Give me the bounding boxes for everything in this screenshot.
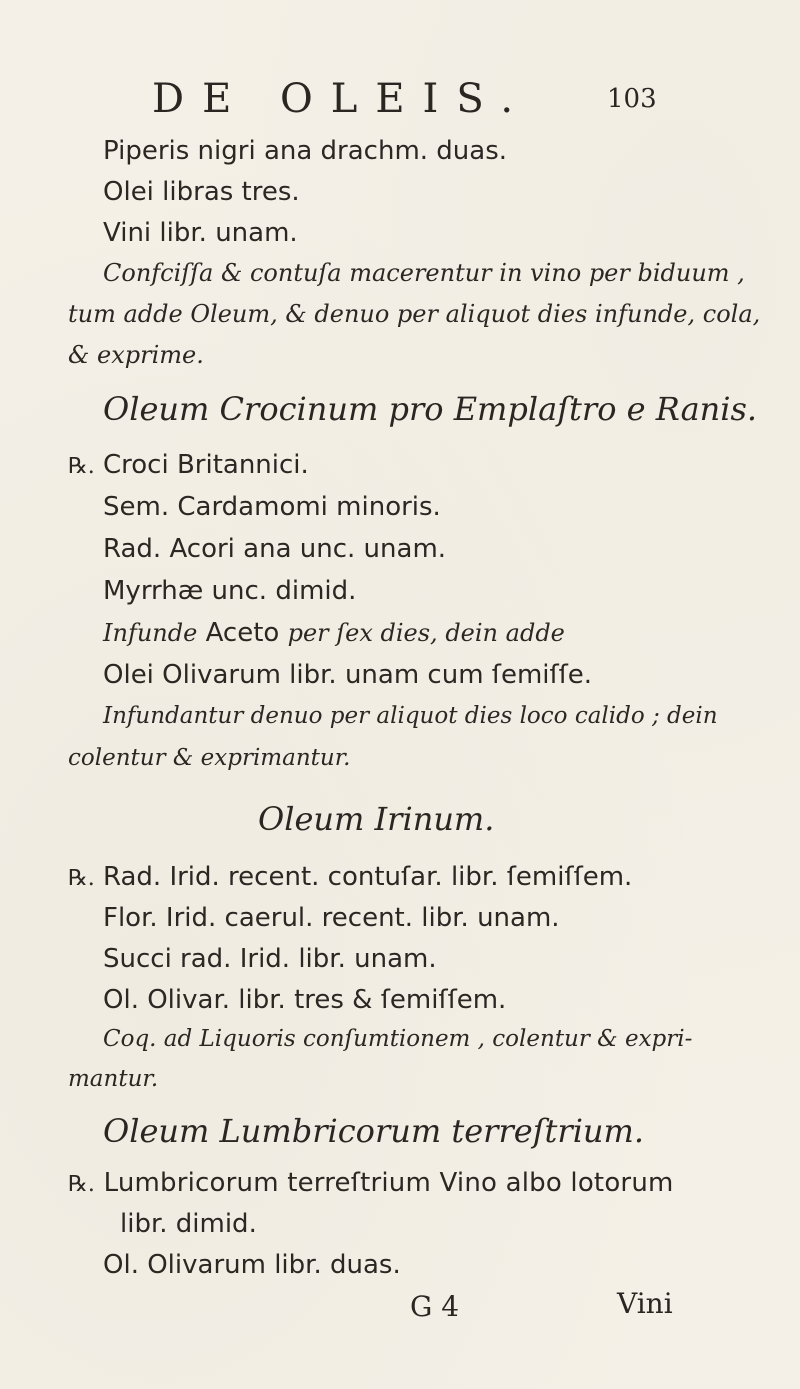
text-line: Succi rad. Irid. libr. unam. [103,944,437,974]
text-line: Myrrhæ unc. dimid. [103,576,357,606]
text-line [103,618,565,648]
text-line: Sem. Cardamomi minoris. [103,492,441,522]
text-roman: Aceto [205,618,280,648]
recipe-symbol: ℞. [68,866,95,891]
text-line: Vini libr. unam. [103,218,298,248]
recipe-symbol: ℞. [68,1172,96,1197]
catchword: Vini [617,1287,673,1320]
ingredient-text: Rad. Irid. recent. contuſar. libr. ſemiſſem. [102,862,633,892]
text-line: Piperis nigri ana drachm. duas. [103,136,508,166]
text-line: tum adde Oleum, & denuo per aliquot dies infunde, cola, [68,300,761,328]
page-number: 103 [607,84,657,114]
text-line: mantur. [68,1066,159,1092]
text-line: colentur & exprimantur. [68,745,351,771]
recipe-symbol: ℞. [68,454,95,479]
running-head: DE OLEIS. [152,76,532,122]
text-line: & exprime. [68,341,204,369]
text-line: Flor. Irid. caerul. recent. libr. unam. [103,903,560,933]
text-italic: Infunde [103,619,198,647]
section-heading: Oleum Irinum. [258,800,495,838]
section-heading: Oleum Crocinum pro Emplaſtro e Ranis. [103,390,758,428]
text-line [68,862,632,892]
signature-mark: G 4 [410,1290,460,1323]
text-line: Rad. Acori ana unc. unam. [103,534,447,564]
text-line: Coq. ad Liquoris conſumtionem , colentur & expri- [103,1026,693,1052]
text-line: Ol. Olivarum libr. duas. [103,1250,401,1280]
text-line [68,1168,674,1198]
text-line: Olei libras tres. [103,177,300,207]
ingredient-text: Lumbricorum terreſtrium Vino albo lotorum [103,1168,674,1198]
text-line: Olei Olivarum libr. unam cum ſemiſſe. [103,660,593,690]
text-line [68,450,309,480]
text-line: Ol. Olivar. libr. tres & ſemiſſem. [103,985,507,1015]
text-line: libr. dimid. [120,1209,257,1239]
section-heading: Oleum Lumbricorum terreſtrium. [103,1112,645,1150]
text-italic: per ſex dies, dein adde [287,619,565,647]
ingredient-text: Croci Britannici. [102,450,309,480]
text-line: Confciſſa & contuſa macerentur in vino per biduum , [103,259,745,287]
text-line: Infundantur denuo per aliquot dies loco calido ; dein [103,703,718,729]
